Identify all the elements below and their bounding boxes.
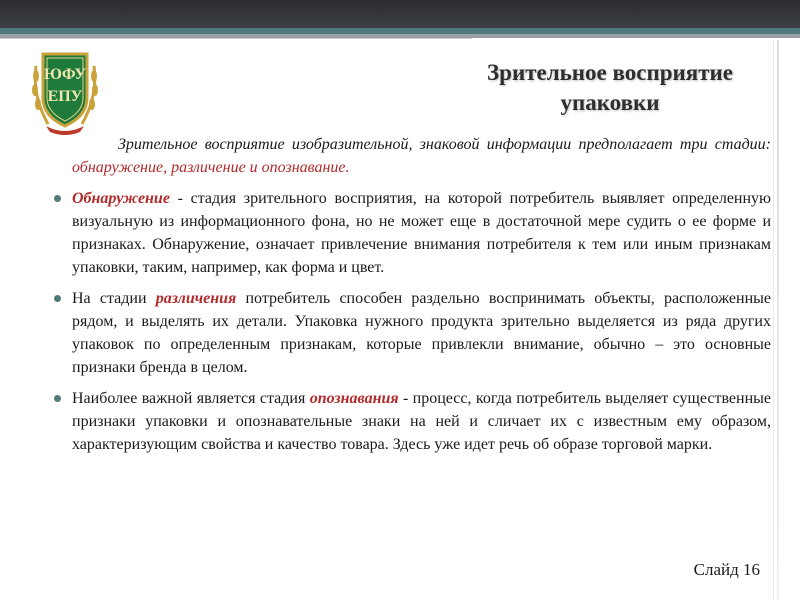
slide-body bbox=[54, 133, 771, 464]
bullet-text: потребитель способен раздельно воспринимать объекты, расположенные рядом, и выделять их детали. Упаковка нужного продукта зрительно выделяется из ряда других упаковок по определенным признакам, которые привлекли внимание, обычно – это основные признаки бренда в целом. bbox=[72, 290, 772, 376]
svg-text:ЮФУ: ЮФУ bbox=[43, 66, 87, 83]
term-detection: Обнаружение bbox=[72, 190, 170, 207]
intro-highlight: обнаружение, различение и опознавание. bbox=[72, 159, 350, 176]
bullet-detection bbox=[54, 187, 771, 279]
bullet-text: - стадия зрительного восприятия, на которой потребитель выявляет определенную визуальную из информационного фона, но не может еще в достаточной мере судить о ее форме и признаках. Обнаружение, означает привлечение внимания потребителя к тем или иным признакам упаковки, таким, например, как форма и цвет. bbox=[72, 190, 771, 276]
bullet-pre: На стадии bbox=[72, 290, 156, 307]
top-bar bbox=[0, 0, 800, 28]
bullet-recognition bbox=[54, 387, 771, 456]
right-rule bbox=[777, 40, 779, 600]
bullet-pre: Наиболее важной является стадия bbox=[72, 390, 310, 407]
intro-text: Зрительное восприятие изобразительной, знаковой информации предполагает три стадии: bbox=[118, 136, 771, 153]
top-stripe-thin bbox=[0, 38, 472, 39]
right-rule-inner bbox=[773, 40, 774, 600]
bullet-dot-icon bbox=[54, 295, 61, 302]
term-recognition: опознавания bbox=[309, 390, 399, 407]
slide-title-line1: Зрительное восприятие bbox=[487, 60, 733, 85]
intro-paragraph bbox=[54, 133, 771, 179]
bullet-discrimination bbox=[54, 287, 771, 379]
term-discrimination: различения bbox=[155, 290, 237, 307]
svg-text:ЕПУ: ЕПУ bbox=[47, 88, 83, 105]
slide-title-line2: упаковки bbox=[560, 90, 660, 115]
bullet-dot-icon bbox=[54, 395, 61, 402]
bullet-dot-icon bbox=[54, 195, 61, 202]
slide-number: Слайд 16 bbox=[693, 560, 760, 579]
slide-title bbox=[460, 58, 760, 118]
bullet-text: - процесс, когда потребитель выделяет существенные признаки упаковки и опознавательные знаки на ней и сличает их с известным ему образом, характеризующим свойства и качество товара. Здесь уже идет речь об образе торговой марки. bbox=[72, 390, 772, 453]
university-crest-icon bbox=[30, 46, 100, 136]
